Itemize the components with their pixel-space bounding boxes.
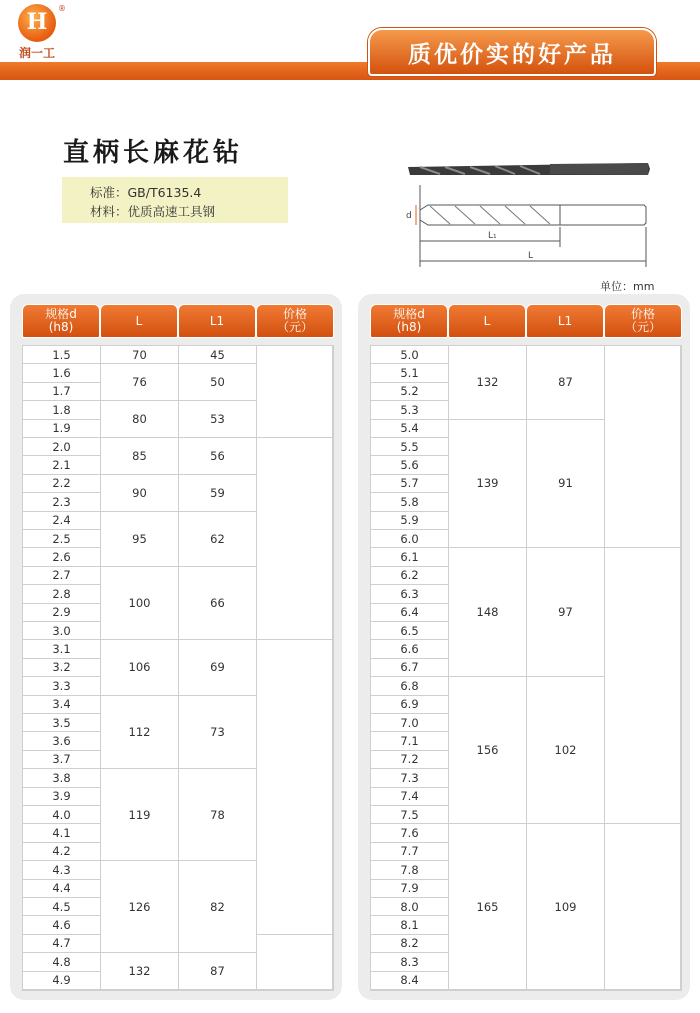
unit-label: 单位：mm <box>600 280 655 293</box>
slogan-tab <box>368 28 656 76</box>
left-spec-table <box>22 345 334 991</box>
size-cell: 6.8 <box>371 677 449 695</box>
right-spec-table <box>370 345 682 991</box>
length-cell: 165 <box>449 824 527 990</box>
size-cell: 5.2 <box>371 383 449 401</box>
size-cell: 3.0 <box>23 622 101 640</box>
length-cell: 95 <box>101 512 179 567</box>
dimension-l1: L₁ <box>488 231 497 241</box>
size-cell: 5.6 <box>371 456 449 474</box>
page-header <box>0 0 700 82</box>
header-L <box>100 304 178 338</box>
right-table-panel <box>358 294 690 1000</box>
dimension-d: d <box>406 211 412 221</box>
price-cell <box>257 935 333 990</box>
size-cell: 6.3 <box>371 585 449 603</box>
header-price <box>256 304 334 338</box>
size-cell: 8.4 <box>371 972 449 990</box>
length-cell: 76 <box>101 364 179 401</box>
size-cell: 8.2 <box>371 935 449 953</box>
flute-length-cell: 56 <box>179 438 257 475</box>
length-cell: 90 <box>101 475 179 512</box>
size-cell: 1.5 <box>23 346 101 364</box>
length-cell: 139 <box>449 420 527 549</box>
drill-diagram <box>400 155 660 270</box>
size-cell: 5.5 <box>371 438 449 456</box>
size-cell: 3.2 <box>23 659 101 677</box>
size-cell: 7.0 <box>371 714 449 732</box>
flute-length-cell: 53 <box>179 401 257 438</box>
size-cell: 3.3 <box>23 677 101 695</box>
header-spec-line1: 规格d <box>393 307 425 321</box>
size-cell: 7.3 <box>371 769 449 787</box>
flute-length-cell: 87 <box>527 346 605 420</box>
size-cell: 5.1 <box>371 364 449 382</box>
size-cell: 3.8 <box>23 769 101 787</box>
size-cell: 4.3 <box>23 861 101 879</box>
size-cell: 7.1 <box>371 732 449 750</box>
flute-length-cell: 102 <box>527 677 605 824</box>
size-cell: 2.0 <box>23 438 101 456</box>
size-cell: 2.7 <box>23 567 101 585</box>
price-cell <box>257 438 333 640</box>
size-cell: 2.8 <box>23 585 101 603</box>
size-cell: 7.8 <box>371 861 449 879</box>
length-cell: 148 <box>449 548 527 677</box>
dimension-l: L <box>528 251 534 261</box>
logo-text: 润一工 <box>18 46 55 60</box>
size-cell: 5.3 <box>371 401 449 419</box>
size-cell: 4.5 <box>23 898 101 916</box>
flute-length-cell: 109 <box>527 824 605 990</box>
size-cell: 3.4 <box>23 696 101 714</box>
size-cell: 4.8 <box>23 953 101 971</box>
size-cell: 2.5 <box>23 530 101 548</box>
length-cell: 70 <box>101 346 179 364</box>
flute-length-cell: 59 <box>179 475 257 512</box>
header-price-line2: （元） <box>624 320 661 334</box>
size-cell: 8.0 <box>371 898 449 916</box>
brand-logo <box>6 4 68 60</box>
size-cell: 1.8 <box>23 401 101 419</box>
size-cell: 7.2 <box>371 751 449 769</box>
size-cell: 6.6 <box>371 640 449 658</box>
size-cell: 4.4 <box>23 880 101 898</box>
size-cell: 4.2 <box>23 843 101 861</box>
product-title: 直柄长麻花钻 <box>63 138 244 168</box>
left-table-panel <box>10 294 342 1000</box>
length-cell: 132 <box>449 346 527 420</box>
header-L-label: L <box>135 313 143 328</box>
standard-text: 标准：GB/T6135.4 <box>90 185 202 200</box>
size-cell: 8.3 <box>371 953 449 971</box>
length-cell: 100 <box>101 567 179 641</box>
size-cell: 5.8 <box>371 493 449 511</box>
size-cell: 6.0 <box>371 530 449 548</box>
size-cell: 7.6 <box>371 824 449 842</box>
price-cell <box>605 824 681 990</box>
flute-length-cell: 66 <box>179 567 257 641</box>
flute-length-cell: 78 <box>179 769 257 861</box>
header-L <box>448 304 526 338</box>
size-cell: 5.7 <box>371 475 449 493</box>
size-cell: 4.6 <box>23 916 101 934</box>
length-cell: 119 <box>101 769 179 861</box>
length-cell: 85 <box>101 438 179 475</box>
size-cell: 1.7 <box>23 383 101 401</box>
flute-length-cell: 45 <box>179 346 257 364</box>
size-cell: 5.4 <box>371 420 449 438</box>
size-cell: 7.9 <box>371 880 449 898</box>
length-cell: 126 <box>101 861 179 953</box>
size-cell: 6.7 <box>371 659 449 677</box>
size-cell: 3.5 <box>23 714 101 732</box>
size-cell: 4.0 <box>23 806 101 824</box>
size-cell: 3.9 <box>23 788 101 806</box>
logo-mark <box>18 4 56 42</box>
price-cell <box>605 548 681 824</box>
header-L1 <box>178 304 256 338</box>
size-cell: 6.5 <box>371 622 449 640</box>
size-cell: 2.9 <box>23 604 101 622</box>
size-cell: 3.1 <box>23 640 101 658</box>
header-spec <box>22 304 100 338</box>
size-cell: 7.5 <box>371 806 449 824</box>
flute-length-cell: 69 <box>179 640 257 695</box>
spec-box <box>62 177 288 223</box>
size-cell: 7.7 <box>371 843 449 861</box>
flute-length-cell: 91 <box>527 420 605 549</box>
size-cell: 8.1 <box>371 916 449 934</box>
price-cell <box>257 346 333 438</box>
size-cell: 4.1 <box>23 824 101 842</box>
logo-glyph: H <box>26 9 48 35</box>
size-cell: 2.1 <box>23 456 101 474</box>
price-cell <box>605 346 681 548</box>
flute-length-cell: 50 <box>179 364 257 401</box>
flute-length-cell: 73 <box>179 696 257 770</box>
size-cell: 7.4 <box>371 788 449 806</box>
length-cell: 106 <box>101 640 179 695</box>
flute-length-cell: 97 <box>527 548 605 677</box>
drill-photo <box>408 163 650 175</box>
header-spec-line2: (h8) <box>48 320 74 334</box>
size-cell: 6.4 <box>371 604 449 622</box>
size-cell: 1.9 <box>23 420 101 438</box>
flute-length-cell: 82 <box>179 861 257 953</box>
size-cell: 3.6 <box>23 732 101 750</box>
length-cell: 156 <box>449 677 527 824</box>
length-cell: 132 <box>101 953 179 990</box>
header-price-line2: （元） <box>276 320 313 334</box>
header-spec-line1: 规格d <box>45 307 77 321</box>
size-cell: 2.4 <box>23 512 101 530</box>
size-cell: 2.6 <box>23 548 101 566</box>
size-cell: 6.1 <box>371 548 449 566</box>
header-L-label: L <box>483 313 491 328</box>
size-cell: 5.0 <box>371 346 449 364</box>
slogan-text: 质优价实的好产品 <box>408 41 616 68</box>
flute-length-cell: 62 <box>179 512 257 567</box>
size-cell: 4.7 <box>23 935 101 953</box>
header-price <box>604 304 682 338</box>
price-cell <box>257 640 333 934</box>
flute-length-cell: 87 <box>179 953 257 990</box>
size-cell: 6.2 <box>371 567 449 585</box>
header-price-line1: 价格 <box>282 307 307 321</box>
size-cell: 1.6 <box>23 364 101 382</box>
header-L1-label: L1 <box>557 313 573 328</box>
header-L1-label: L1 <box>209 313 225 328</box>
header-spec <box>370 304 448 338</box>
header-price-line1: 价格 <box>630 307 655 321</box>
registered-mark: ® <box>58 4 66 13</box>
header-L1 <box>526 304 604 338</box>
size-cell: 2.2 <box>23 475 101 493</box>
size-cell: 2.3 <box>23 493 101 511</box>
length-cell: 112 <box>101 696 179 770</box>
size-cell: 6.9 <box>371 696 449 714</box>
size-cell: 4.9 <box>23 972 101 990</box>
size-cell: 3.7 <box>23 751 101 769</box>
length-cell: 80 <box>101 401 179 438</box>
material-text: 材料：优质高速工具钢 <box>90 204 216 219</box>
header-spec-line2: (h8) <box>396 320 422 334</box>
size-cell: 5.9 <box>371 512 449 530</box>
